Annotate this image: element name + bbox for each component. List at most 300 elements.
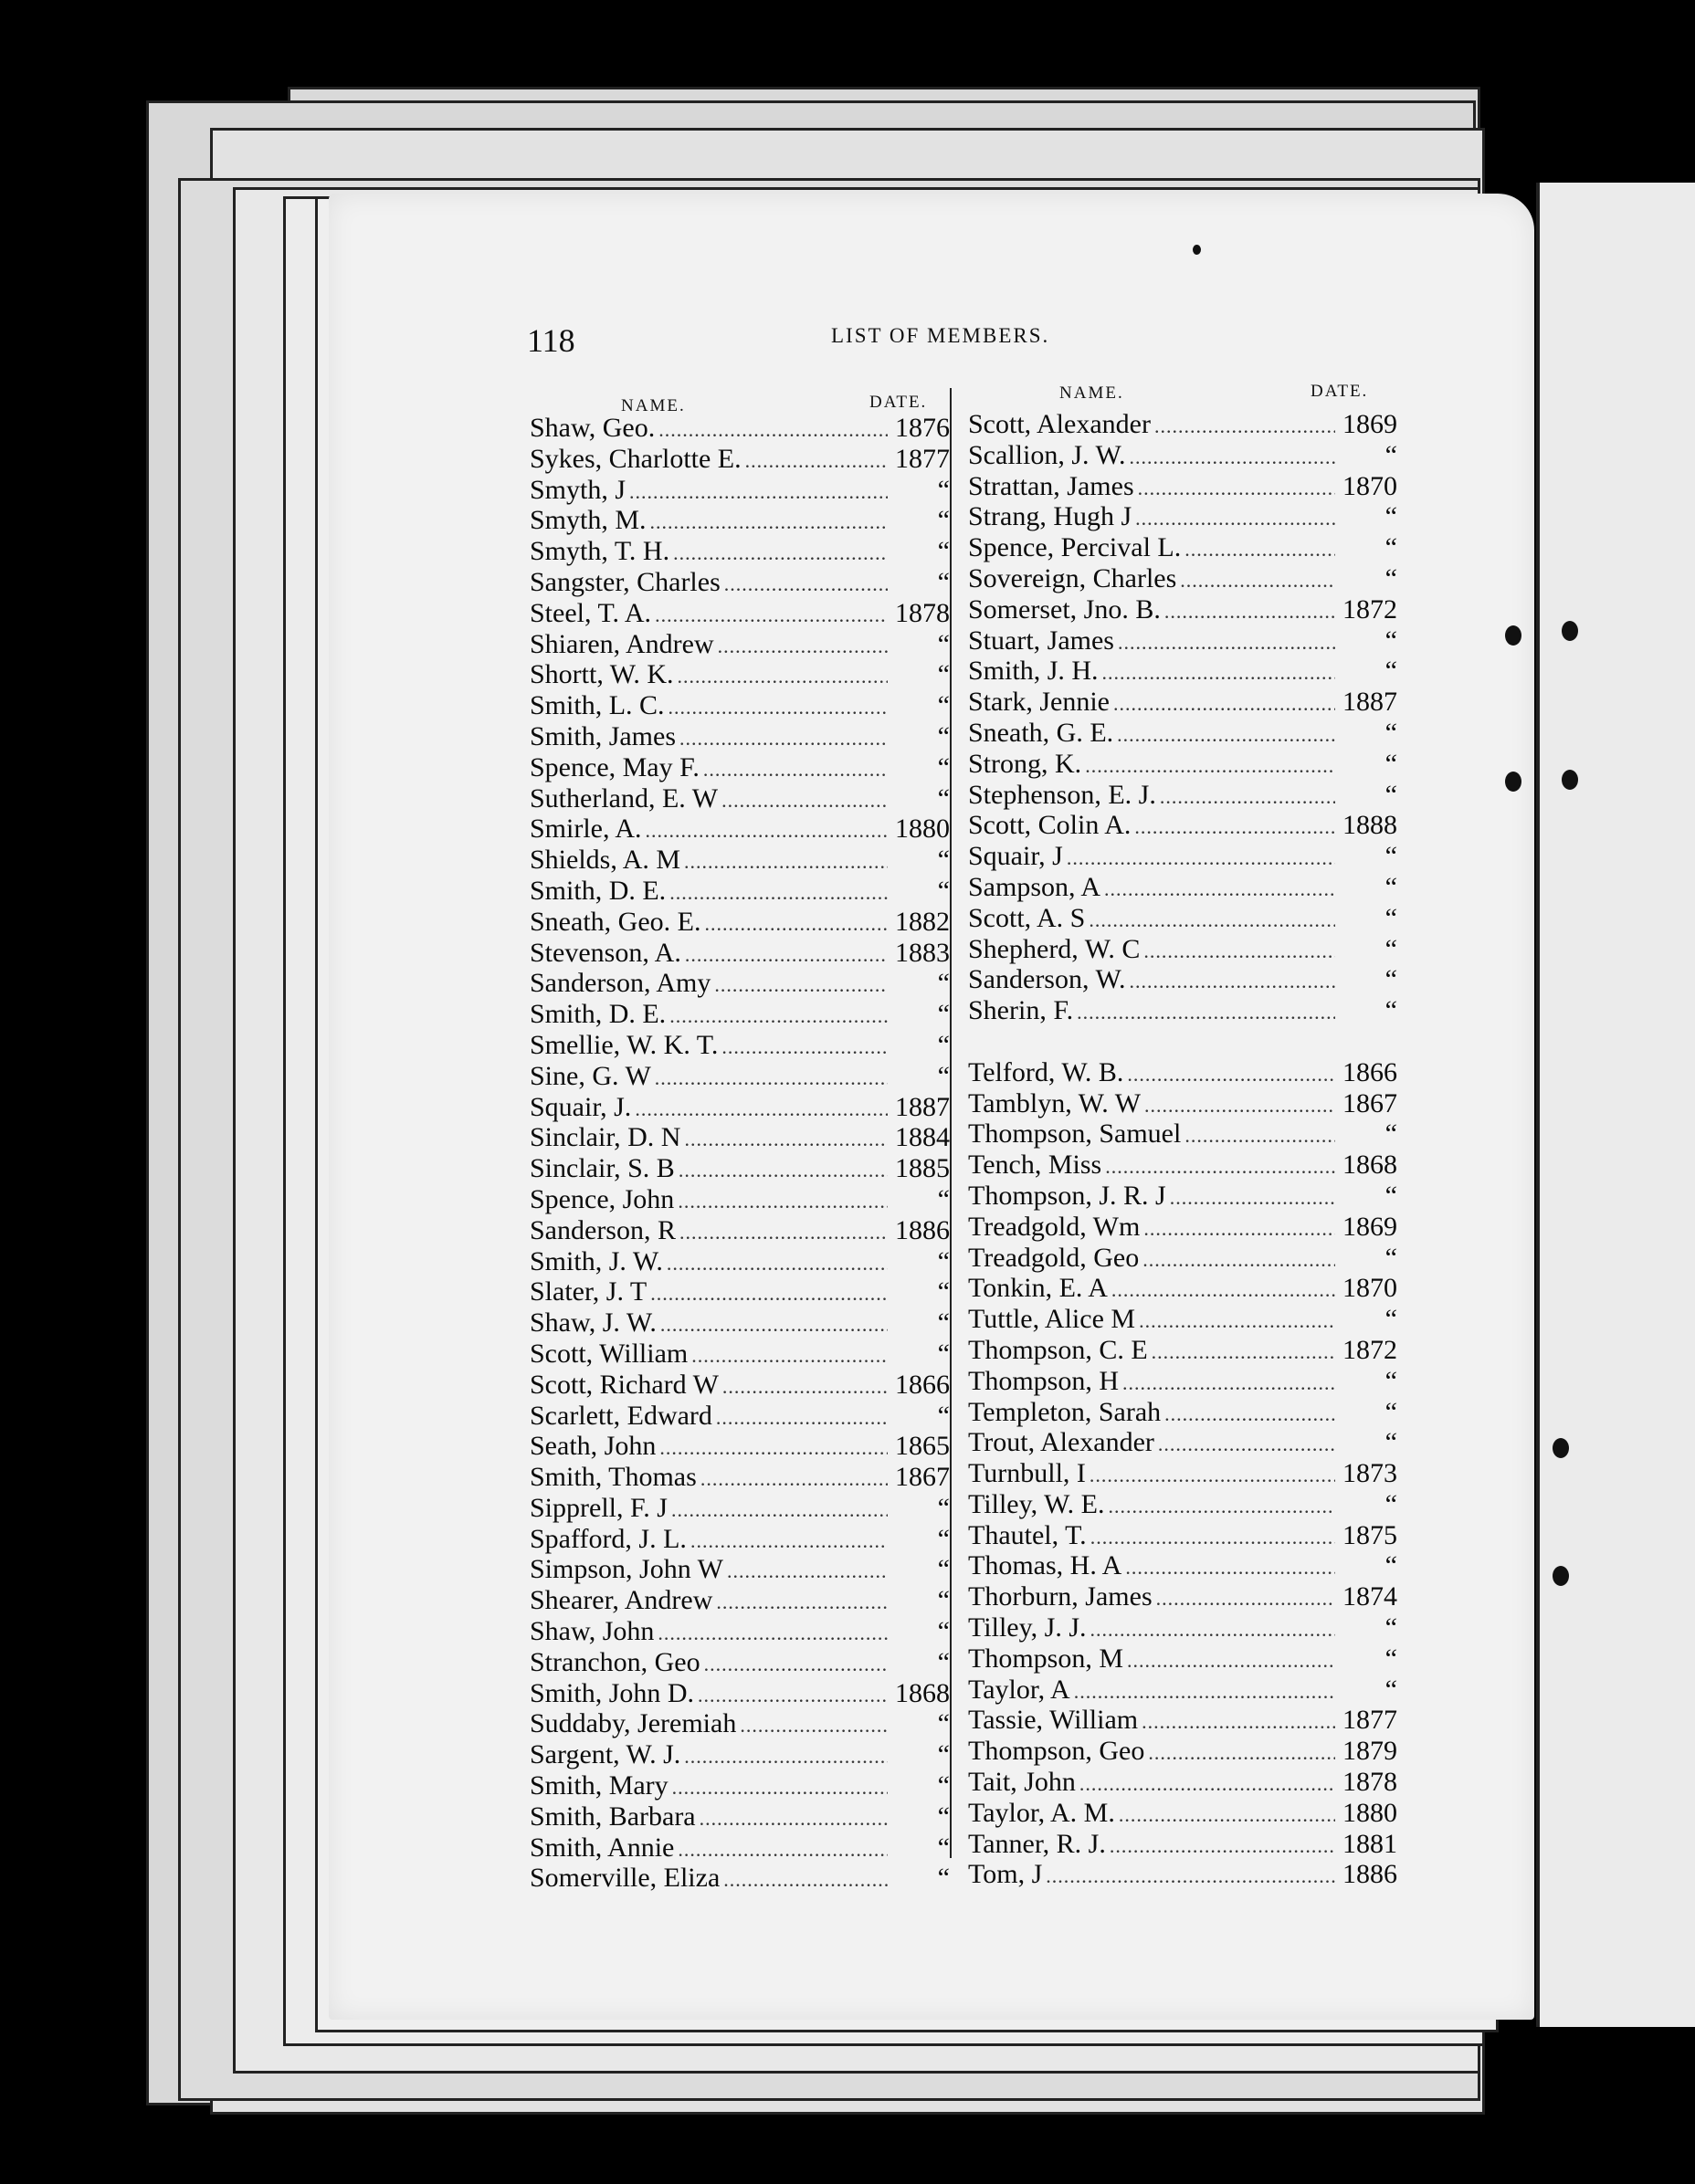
member-name: Turnbull, I bbox=[968, 1458, 1086, 1489]
dot-leader bbox=[1132, 503, 1335, 534]
member-name: Smith, James bbox=[530, 720, 677, 751]
member-row bbox=[968, 1212, 1397, 1243]
member-row bbox=[530, 1801, 950, 1832]
dot-leader bbox=[719, 1371, 888, 1402]
binding-hole bbox=[1505, 772, 1521, 792]
member-name: Sanderson, Amy bbox=[530, 968, 711, 999]
member-name: Sargent, W. J. bbox=[530, 1739, 681, 1770]
member-date: 1866 bbox=[895, 1369, 950, 1400]
member-date: 1867 bbox=[1342, 1087, 1397, 1118]
dot-leader bbox=[1100, 874, 1335, 905]
dot-leader bbox=[651, 600, 888, 631]
member-name: Squair, J bbox=[968, 841, 1063, 872]
member-name: Spafford, J. L. bbox=[530, 1523, 687, 1554]
member-name: Smith, Annie bbox=[530, 1832, 675, 1863]
dot-leader bbox=[1131, 812, 1335, 843]
binding-hole bbox=[1505, 625, 1521, 646]
member-row bbox=[968, 1458, 1397, 1489]
member-row bbox=[530, 1092, 950, 1123]
member-name: Treadgold, Wm bbox=[968, 1211, 1141, 1242]
member-name: Smellie, W. K. T. bbox=[530, 1029, 719, 1060]
member-row bbox=[968, 1397, 1397, 1428]
member-row bbox=[530, 1616, 950, 1647]
member-name: Smyth, T. H. bbox=[530, 536, 670, 567]
member-date: “ bbox=[937, 1708, 950, 1739]
dot-leader bbox=[1151, 411, 1335, 442]
member-row bbox=[530, 1585, 950, 1616]
member-name: Smith, D. E. bbox=[530, 875, 667, 906]
dot-leader bbox=[1144, 1738, 1335, 1769]
dot-leader bbox=[687, 1526, 888, 1557]
member-date: “ bbox=[937, 536, 950, 567]
member-date: “ bbox=[937, 1554, 950, 1585]
member-name: Tench, Miss bbox=[968, 1150, 1102, 1181]
member-row bbox=[968, 1829, 1397, 1860]
member-name: Thompson, M bbox=[968, 1643, 1124, 1674]
member-name: Scott, Colin A. bbox=[968, 810, 1132, 841]
binding-hole bbox=[1553, 1566, 1569, 1586]
member-name: Taylor, A bbox=[968, 1674, 1070, 1705]
member-row bbox=[530, 876, 950, 907]
member-date: “ bbox=[1384, 501, 1397, 532]
dot-leader bbox=[626, 477, 888, 508]
member-name: Somerset, Jno. B. bbox=[968, 593, 1161, 625]
dot-leader bbox=[714, 631, 888, 662]
member-name: Shaw, John bbox=[530, 1616, 655, 1647]
member-row bbox=[530, 938, 950, 969]
member-date: 1880 bbox=[895, 814, 950, 845]
member-date: “ bbox=[1384, 439, 1397, 470]
member-date: 1877 bbox=[895, 443, 950, 474]
member-row bbox=[968, 1304, 1397, 1335]
member-row bbox=[530, 505, 950, 536]
member-date: 1883 bbox=[895, 937, 950, 968]
member-date: “ bbox=[1384, 841, 1397, 872]
member-name: Tonkin, E. A bbox=[968, 1273, 1108, 1304]
dot-leader bbox=[680, 1741, 888, 1772]
member-date: “ bbox=[937, 1060, 950, 1091]
member-date: “ bbox=[937, 751, 950, 782]
member-row bbox=[530, 659, 950, 690]
member-name: Trout, Alexander bbox=[968, 1427, 1154, 1458]
member-row bbox=[968, 471, 1397, 502]
member-date: 1873 bbox=[1342, 1458, 1397, 1489]
member-name: Smith, Mary bbox=[530, 1770, 669, 1801]
member-row bbox=[968, 1550, 1397, 1581]
dot-leader bbox=[1176, 565, 1335, 596]
member-row bbox=[530, 567, 950, 598]
member-date: 1886 bbox=[895, 1214, 950, 1245]
member-date: 1879 bbox=[1342, 1736, 1397, 1767]
dot-leader bbox=[1123, 1059, 1335, 1090]
member-name: Squair, J. bbox=[530, 1091, 632, 1122]
member-name: Smith, J. H. bbox=[968, 656, 1099, 687]
dot-leader bbox=[1123, 1645, 1335, 1676]
dot-leader bbox=[1070, 1676, 1335, 1707]
member-row bbox=[530, 1307, 950, 1339]
dot-leader bbox=[1156, 782, 1335, 813]
member-date: 1878 bbox=[1342, 1767, 1397, 1798]
member-date: “ bbox=[937, 999, 950, 1030]
member-row bbox=[530, 1276, 950, 1307]
member-date: 1872 bbox=[1342, 1334, 1397, 1365]
dot-leader bbox=[1138, 1706, 1335, 1738]
member-row bbox=[968, 841, 1397, 872]
member-row bbox=[530, 845, 950, 876]
dot-leader bbox=[718, 1032, 888, 1063]
dot-leader bbox=[1087, 1522, 1335, 1553]
member-name: Thompson, H bbox=[968, 1365, 1119, 1396]
member-name: Sherin, F. bbox=[968, 995, 1074, 1026]
dot-leader bbox=[1140, 1213, 1335, 1244]
member-name: Smith, Thomas bbox=[530, 1462, 697, 1493]
member-row bbox=[968, 810, 1397, 841]
member-name: Smith, Barbara bbox=[530, 1801, 696, 1832]
dot-leader bbox=[712, 1587, 888, 1618]
member-row bbox=[530, 1708, 950, 1739]
dot-leader bbox=[712, 1402, 888, 1433]
member-date: 1877 bbox=[1342, 1705, 1397, 1736]
member-row bbox=[968, 1489, 1397, 1520]
member-date: “ bbox=[937, 628, 950, 659]
member-row bbox=[530, 1678, 950, 1709]
member-name: Templeton, Sarah bbox=[968, 1396, 1162, 1427]
member-row bbox=[968, 1088, 1397, 1119]
dot-leader bbox=[674, 1834, 888, 1865]
dot-leader bbox=[651, 1063, 888, 1094]
member-row bbox=[968, 1798, 1397, 1829]
member-date: 1888 bbox=[1342, 810, 1397, 841]
member-date: “ bbox=[937, 1770, 950, 1801]
member-date: “ bbox=[1384, 717, 1397, 748]
dot-leader bbox=[1105, 1491, 1336, 1522]
member-date: “ bbox=[937, 474, 950, 505]
member-name: Somerville, Eliza bbox=[530, 1863, 721, 1894]
left-name-header: NAME. bbox=[621, 396, 686, 415]
member-row bbox=[530, 1184, 950, 1215]
member-name: Sangster, Charles bbox=[530, 566, 721, 597]
left-date-header: DATE. bbox=[869, 393, 928, 412]
facing-page bbox=[1536, 183, 1695, 2027]
member-date: “ bbox=[1384, 1242, 1397, 1273]
member-date: 1872 bbox=[1342, 593, 1397, 625]
member-date: “ bbox=[937, 1646, 950, 1677]
dot-leader bbox=[1181, 534, 1335, 565]
member-row bbox=[968, 1859, 1397, 1890]
member-date: 1867 bbox=[895, 1462, 950, 1493]
member-row bbox=[530, 1030, 950, 1061]
member-name: Shearer, Andrew bbox=[530, 1585, 713, 1616]
member-name: Tait, John bbox=[968, 1767, 1076, 1798]
dot-leader bbox=[676, 1217, 888, 1248]
member-name: Tom, J bbox=[968, 1859, 1043, 1890]
dot-leader bbox=[700, 1649, 888, 1680]
member-row bbox=[968, 687, 1397, 718]
binding-hole bbox=[1562, 770, 1578, 790]
member-name: Sinclair, S. B bbox=[530, 1153, 675, 1184]
member-row bbox=[530, 536, 950, 567]
member-row bbox=[968, 1057, 1397, 1088]
member-name: Tilley, J. J. bbox=[968, 1612, 1087, 1643]
member-name: Simpson, John W bbox=[530, 1554, 723, 1585]
list-spacer bbox=[968, 1026, 1397, 1057]
member-date: “ bbox=[1384, 1304, 1397, 1335]
member-date: “ bbox=[937, 1492, 950, 1523]
member-row bbox=[968, 501, 1397, 532]
dot-leader bbox=[720, 1864, 888, 1895]
member-row bbox=[968, 1243, 1397, 1274]
dot-leader bbox=[688, 1340, 888, 1371]
dot-leader bbox=[631, 1094, 888, 1125]
dot-leader bbox=[1139, 1244, 1335, 1276]
member-row bbox=[530, 1739, 950, 1770]
member-row bbox=[530, 1215, 950, 1246]
member-row bbox=[530, 475, 950, 506]
member-date: “ bbox=[1384, 995, 1397, 1026]
member-date: “ bbox=[1384, 933, 1397, 964]
dot-leader bbox=[666, 1001, 888, 1032]
member-date: “ bbox=[937, 1276, 950, 1307]
dot-leader bbox=[711, 970, 888, 1001]
dot-leader bbox=[676, 723, 888, 754]
member-date: “ bbox=[1384, 1612, 1397, 1643]
dot-leader bbox=[1154, 1429, 1335, 1460]
member-name: Sine, G. W bbox=[530, 1060, 651, 1091]
member-date: “ bbox=[1384, 532, 1397, 563]
dot-leader bbox=[700, 908, 888, 940]
dot-leader bbox=[1126, 966, 1336, 997]
member-name: Smith, J. W. bbox=[530, 1245, 663, 1276]
dot-leader bbox=[1081, 751, 1335, 782]
dot-leader bbox=[1140, 936, 1335, 967]
member-row bbox=[530, 814, 950, 845]
member-date: 1868 bbox=[895, 1677, 950, 1708]
member-date: “ bbox=[1384, 625, 1397, 656]
member-date: 1869 bbox=[1342, 409, 1397, 439]
member-name: Sampson, A bbox=[968, 871, 1101, 902]
member-row bbox=[968, 1581, 1397, 1612]
member-row bbox=[530, 1431, 950, 1462]
member-name: Stephenson, E. J. bbox=[968, 779, 1156, 810]
member-date: “ bbox=[1384, 1118, 1397, 1150]
member-row bbox=[530, 1863, 950, 1894]
member-row bbox=[530, 598, 950, 629]
member-date: 1886 bbox=[1342, 1859, 1397, 1890]
dot-leader bbox=[1148, 1337, 1335, 1368]
dot-leader bbox=[642, 815, 888, 846]
member-date: “ bbox=[1384, 964, 1397, 995]
member-name: Strong, K. bbox=[968, 748, 1082, 779]
member-name: Scott, Richard W bbox=[530, 1369, 719, 1400]
member-row bbox=[968, 656, 1397, 687]
column-divider bbox=[950, 388, 952, 1858]
member-date: “ bbox=[1384, 1427, 1397, 1458]
member-date: “ bbox=[937, 875, 950, 906]
member-name: Spence, Percival L. bbox=[968, 532, 1182, 563]
member-date: “ bbox=[1384, 1643, 1397, 1674]
dot-leader bbox=[1113, 719, 1335, 751]
dot-leader bbox=[697, 1464, 888, 1495]
member-row bbox=[968, 749, 1397, 780]
member-row bbox=[530, 907, 950, 938]
member-name: Seath, John bbox=[530, 1431, 657, 1462]
dot-leader bbox=[694, 1680, 888, 1711]
dot-leader bbox=[668, 1495, 888, 1526]
dot-leader bbox=[666, 877, 888, 908]
member-name: Scarlett, Edward bbox=[530, 1400, 712, 1431]
member-name: Treadgold, Geo bbox=[968, 1242, 1140, 1273]
member-row bbox=[968, 964, 1397, 995]
member-row bbox=[968, 718, 1397, 749]
member-row bbox=[530, 721, 950, 752]
member-name: Thompson, Samuel bbox=[968, 1118, 1182, 1150]
member-row bbox=[968, 1118, 1397, 1150]
member-name: Tilley, W. E. bbox=[968, 1488, 1105, 1519]
member-row bbox=[530, 1524, 950, 1555]
member-name: Stevenson, A. bbox=[530, 937, 681, 968]
dot-leader bbox=[674, 1186, 888, 1217]
dot-leader bbox=[1115, 1800, 1335, 1831]
dot-leader bbox=[1087, 1614, 1336, 1645]
member-name: Slater, J. T bbox=[530, 1276, 647, 1307]
member-row bbox=[530, 629, 950, 660]
dot-leader bbox=[669, 1772, 888, 1803]
member-date: 1884 bbox=[895, 1122, 950, 1153]
member-date: 1865 bbox=[895, 1431, 950, 1462]
dot-leader bbox=[1076, 1769, 1335, 1800]
member-name: Smith, D. E. bbox=[530, 999, 667, 1030]
member-name: Thompson, C. E bbox=[968, 1334, 1148, 1365]
ink-spot bbox=[1193, 245, 1201, 255]
member-name: Tassie, William bbox=[968, 1705, 1139, 1736]
member-date: “ bbox=[937, 1029, 950, 1060]
member-row bbox=[968, 934, 1397, 965]
member-row bbox=[968, 563, 1397, 594]
dot-leader bbox=[674, 661, 888, 692]
member-row bbox=[968, 872, 1397, 903]
member-row bbox=[968, 1427, 1397, 1458]
member-name: Taylor, A. M. bbox=[968, 1797, 1115, 1828]
member-row bbox=[968, 1612, 1397, 1643]
dot-leader bbox=[1073, 997, 1335, 1028]
member-name: Sykes, Charlotte E. bbox=[530, 443, 742, 474]
dot-leader bbox=[742, 446, 888, 477]
member-date: “ bbox=[937, 968, 950, 999]
dot-leader bbox=[1166, 1182, 1335, 1213]
member-name: Tuttle, Alice M bbox=[968, 1304, 1136, 1335]
member-row bbox=[530, 1462, 950, 1493]
member-row bbox=[968, 1150, 1397, 1181]
member-date: 1881 bbox=[1342, 1828, 1397, 1859]
dot-leader bbox=[1134, 473, 1335, 504]
member-row bbox=[530, 752, 950, 783]
member-date: 1868 bbox=[1342, 1150, 1397, 1181]
member-date: “ bbox=[1384, 1396, 1397, 1427]
member-row bbox=[968, 1520, 1397, 1551]
dot-leader bbox=[1161, 596, 1335, 627]
member-name: Smirle, A. bbox=[530, 814, 642, 845]
member-row bbox=[968, 1705, 1397, 1736]
member-date: “ bbox=[1384, 779, 1397, 810]
member-date: “ bbox=[937, 1585, 950, 1616]
member-row bbox=[530, 1153, 950, 1184]
dot-leader bbox=[680, 1124, 888, 1155]
dot-leader bbox=[1108, 1275, 1335, 1306]
member-date: “ bbox=[1384, 656, 1397, 687]
dot-leader bbox=[1086, 1460, 1335, 1491]
dot-leader bbox=[1161, 1399, 1335, 1430]
member-name: Strang, Hugh J bbox=[968, 501, 1132, 532]
member-date: “ bbox=[937, 720, 950, 751]
member-name: Stuart, James bbox=[968, 625, 1114, 656]
member-name: Scallion, J. W. bbox=[968, 439, 1126, 470]
member-date: 1876 bbox=[895, 413, 950, 443]
member-date: “ bbox=[937, 1183, 950, 1214]
member-date: “ bbox=[1384, 748, 1397, 779]
member-name: Telford, W. B. bbox=[968, 1056, 1124, 1087]
member-name: Thompson, Geo bbox=[968, 1736, 1145, 1767]
dot-leader bbox=[1101, 1151, 1335, 1182]
member-name: Sipprell, F. J bbox=[530, 1492, 668, 1523]
member-row bbox=[968, 903, 1397, 934]
member-row bbox=[530, 999, 950, 1030]
dot-leader bbox=[1042, 1861, 1335, 1892]
dot-leader bbox=[1153, 1583, 1335, 1614]
member-row bbox=[530, 1401, 950, 1432]
member-row bbox=[968, 1335, 1397, 1366]
member-date: 1875 bbox=[1342, 1519, 1397, 1550]
member-date: “ bbox=[937, 1523, 950, 1554]
dot-leader bbox=[654, 1618, 888, 1649]
dot-leader bbox=[663, 1248, 888, 1279]
member-row bbox=[530, 1770, 950, 1801]
member-date: 1870 bbox=[1342, 470, 1397, 501]
member-date: “ bbox=[1384, 1488, 1397, 1519]
dot-leader bbox=[675, 1155, 888, 1186]
member-row bbox=[530, 444, 950, 475]
member-name: Thautel, T. bbox=[968, 1519, 1087, 1550]
dot-leader bbox=[655, 415, 888, 446]
member-date: 1880 bbox=[1342, 1797, 1397, 1828]
member-date: 1882 bbox=[895, 906, 950, 937]
dot-leader bbox=[1063, 843, 1335, 874]
member-row bbox=[530, 783, 950, 814]
member-date: “ bbox=[1384, 902, 1397, 933]
member-date: “ bbox=[1384, 1365, 1397, 1396]
member-row bbox=[968, 594, 1397, 625]
dot-leader bbox=[736, 1710, 888, 1741]
member-date: “ bbox=[937, 1739, 950, 1770]
member-name: Sinclair, D. N bbox=[530, 1122, 681, 1153]
right-name-header: NAME. bbox=[1059, 383, 1124, 403]
dot-leader bbox=[1181, 1120, 1335, 1151]
member-row bbox=[968, 1767, 1397, 1798]
member-name: Shields, A. M bbox=[530, 845, 681, 876]
member-name: Sutherland, E. W bbox=[530, 782, 719, 814]
member-row bbox=[968, 1675, 1397, 1706]
dot-leader bbox=[1085, 905, 1335, 936]
member-date: 1869 bbox=[1342, 1211, 1397, 1242]
member-name: Shepherd, W. C bbox=[968, 933, 1141, 964]
dot-leader bbox=[1114, 627, 1335, 658]
member-name: Stark, Jennie bbox=[968, 687, 1110, 718]
member-name: Shiaren, Andrew bbox=[530, 628, 714, 659]
member-row bbox=[530, 1647, 950, 1678]
member-row bbox=[530, 1554, 950, 1585]
dot-leader bbox=[1135, 1306, 1335, 1337]
member-name: Shaw, Geo. bbox=[530, 413, 656, 443]
member-row bbox=[968, 440, 1397, 471]
